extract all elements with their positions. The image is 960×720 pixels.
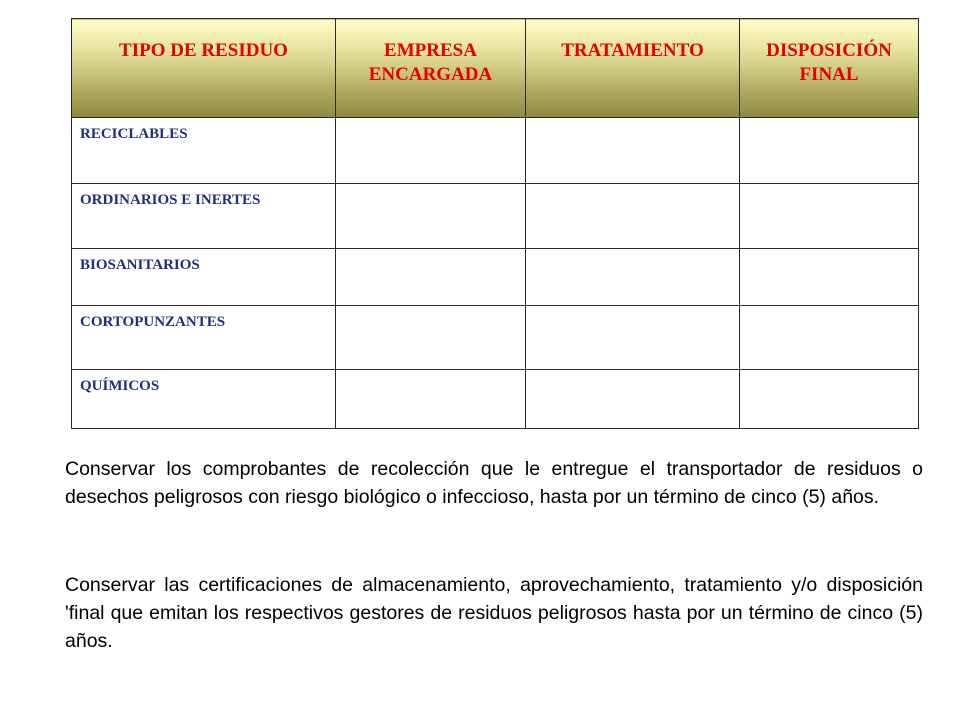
paragraph-comprobantes: Conservar los comprobantes de recolección que le entregue el transportador de residuos o desechos peligrosos con riesgo biológico o infeccioso, hasta por un término de cinco (5) años. [65, 458, 923, 508]
row-label: RECICLABLES [72, 118, 336, 184]
cell-empresa [336, 306, 526, 370]
cell-tratamiento [526, 118, 740, 184]
cell-disposicion [740, 306, 919, 370]
cell-tratamiento [526, 249, 740, 306]
cell-disposicion [740, 118, 919, 184]
cell-disposicion [740, 184, 919, 249]
cell-tratamiento [526, 184, 740, 249]
table-row [72, 306, 919, 370]
paragraph-certificaciones: Conservar las certificaciones de almacenamiento, aprovechamiento, tratamiento y/o disposición 'final que emitan los respectivos gestores de residuos peligrosos hasta por un término de cinco (5) años. [65, 574, 923, 652]
cell-tratamiento [526, 370, 740, 429]
table-header-row [72, 19, 919, 118]
cell-tratamiento [526, 306, 740, 370]
table-row [72, 370, 919, 429]
row-label: BIOSANITARIOS [72, 249, 336, 306]
table-row [72, 118, 919, 184]
header-tipo-de-residuo: TIPO DE RESIDUO [72, 19, 336, 118]
row-label: CORTOPUNZANTES [72, 306, 336, 370]
row-label: QUÍMICOS [72, 370, 336, 429]
waste-table [71, 18, 919, 429]
cell-empresa [336, 184, 526, 249]
header-disposicion-final: DISPOSICIÓN FINAL [740, 19, 919, 118]
cell-empresa [336, 118, 526, 184]
cell-empresa [336, 370, 526, 429]
table-row [72, 249, 919, 306]
cell-disposicion [740, 249, 919, 306]
header-tratamiento: TRATAMIENTO [526, 19, 740, 118]
cell-disposicion [740, 370, 919, 429]
header-empresa-encargada: EMPRESA ENCARGADA [336, 19, 526, 118]
row-label: ORDINARIOS E INERTES [72, 184, 336, 249]
table-row [72, 184, 919, 249]
cell-empresa [336, 249, 526, 306]
